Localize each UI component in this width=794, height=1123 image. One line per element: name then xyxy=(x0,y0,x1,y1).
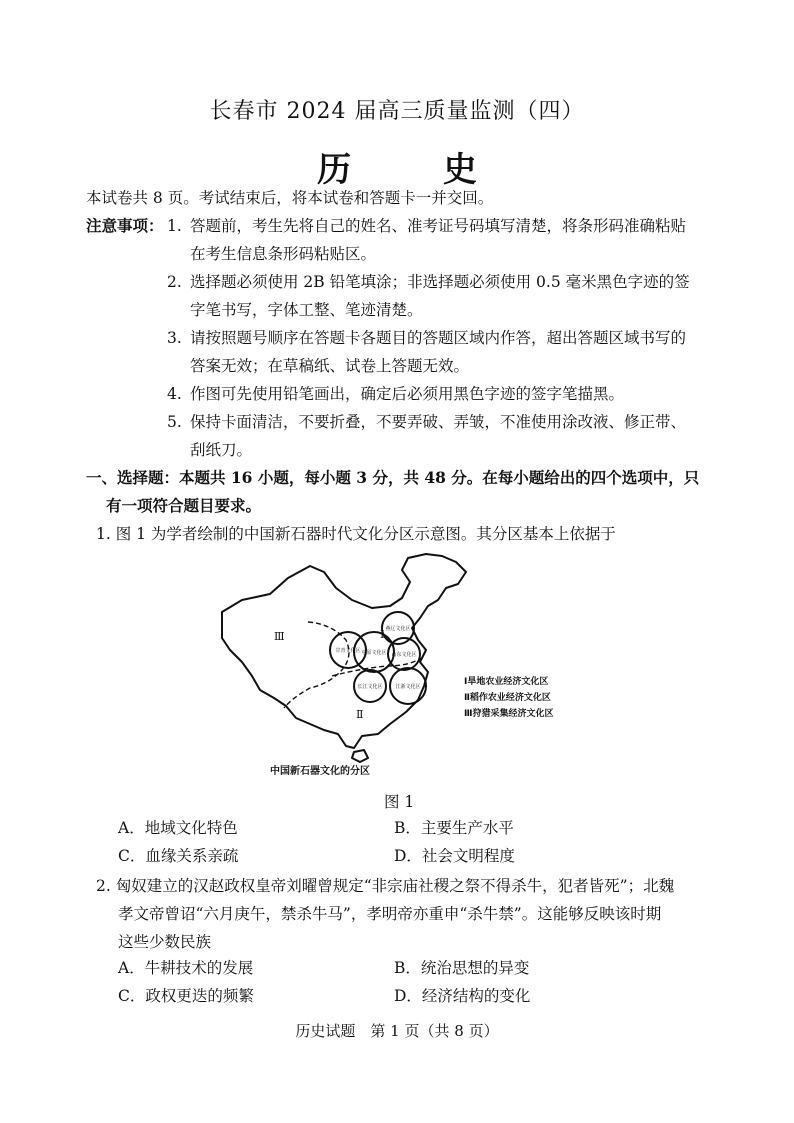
question-2-stem: 2. 匈奴建立的汉赵政权皇帝刘曜曾规定“非宗庙社稷之祭不得杀牛，犯者皆死”；北魏 xyxy=(96,877,675,895)
figure-label: 图 1 xyxy=(384,793,415,811)
note-number: 5. xyxy=(167,413,182,431)
neolithic-culture-map xyxy=(212,548,592,788)
option-d: D．经济结构的变化 xyxy=(394,987,531,1005)
option-a: A．牛耕技术的发展 xyxy=(118,959,254,977)
option-d: D．社会文明程度 xyxy=(394,847,515,865)
circle-label: 长江文化区 xyxy=(357,684,383,690)
note-line: 在考生信息条形码粘贴区。 xyxy=(190,245,377,263)
circle-label: 甘青文化区 xyxy=(335,648,361,654)
section-heading-cont: 有一项符合题目要求。 xyxy=(106,496,262,515)
notes-label: 注意事项： xyxy=(86,216,164,235)
circle-label: 山东文化区 xyxy=(391,652,417,658)
note-line: 作图可先使用铅笔画出，确定后必须用黑色字迹的签字笔描黑。 xyxy=(190,385,625,403)
option-b: B．统治思想的异变 xyxy=(394,959,530,977)
note-number: 3. xyxy=(167,329,182,347)
note-line: 选择题必须使用 2B 铅笔填涂；非选择题必须使用 0.5 毫米黑色字迹的签 xyxy=(190,273,690,291)
legend-item: Ⅱ稻作农业经济文化区 xyxy=(464,693,551,703)
note-number: 1. xyxy=(167,217,182,235)
option-a: A．地域文化特色 xyxy=(118,819,238,837)
region-label: Ⅱ xyxy=(356,708,364,721)
note-line: 保持卡面清洁，不要折叠，不要弄破、弄皱，不准使用涂改液、修正带、 xyxy=(190,413,687,431)
note-line: 刮纸刀。 xyxy=(190,441,253,459)
section-heading: 一、选择题：本题共 16 小题，每小题 3 分，共 48 分。在每小题给出的四个选项中，只 xyxy=(86,468,700,487)
legend-item: Ⅰ旱地农业经济文化区 xyxy=(464,677,549,687)
note-line: 字笔书写，字体工整、笔迹清楚。 xyxy=(190,301,423,319)
note-line: 答题前，考生先将自己的姓名、准考证号码填写清楚，将条形码准确粘贴 xyxy=(190,217,687,235)
question-2-stem-cont: 孝文帝曾诏“六月庚午，禁杀牛马”，孝明帝亦重申“杀牛禁”。这能够反映该时期 xyxy=(118,905,662,923)
question-1-stem: 1. 图 1 为学者绘制的中国新石器时代文化分区示意图。其分区基本上依据于 xyxy=(96,525,616,543)
exam-title: 长春市 2024 届高三质量监测（四） xyxy=(209,99,585,124)
intro-text: 本试卷共 8 页。考试结束后，将本试卷和答题卡一并交回。 xyxy=(86,189,494,207)
option-b: B．主要生产水平 xyxy=(394,819,514,837)
note-line: 答案无效；在草稿纸、试卷上答题无效。 xyxy=(190,357,470,375)
circle-label: 江浙文化区 xyxy=(395,684,421,690)
circle-label: 中原文化区 xyxy=(361,650,387,656)
legend-item: Ⅲ狩猎采集经济文化区 xyxy=(464,709,554,719)
circle-label: 燕辽文化区 xyxy=(385,626,411,632)
question-2-stem-cont: 这些少数民族 xyxy=(118,933,212,951)
subject-title: 历 史 xyxy=(317,150,517,190)
page-footer: 历史试题 第 1 页（共 8 页） xyxy=(295,1022,499,1040)
note-number: 2. xyxy=(167,273,182,291)
map-caption: 中国新石器文化的分区 xyxy=(270,766,370,777)
note-number: 4. xyxy=(167,385,182,403)
note-line: 请按照题号顺序在答题卡各题目的答题区域内作答，超出答题区域书写的 xyxy=(190,329,687,347)
option-c: C．血缘关系亲疏 xyxy=(118,847,239,865)
option-c: C．政权更迭的频繁 xyxy=(118,987,254,1005)
region-label: Ⅰ xyxy=(380,628,385,641)
region-label: Ⅲ xyxy=(274,630,285,643)
hainan-island xyxy=(352,750,368,762)
